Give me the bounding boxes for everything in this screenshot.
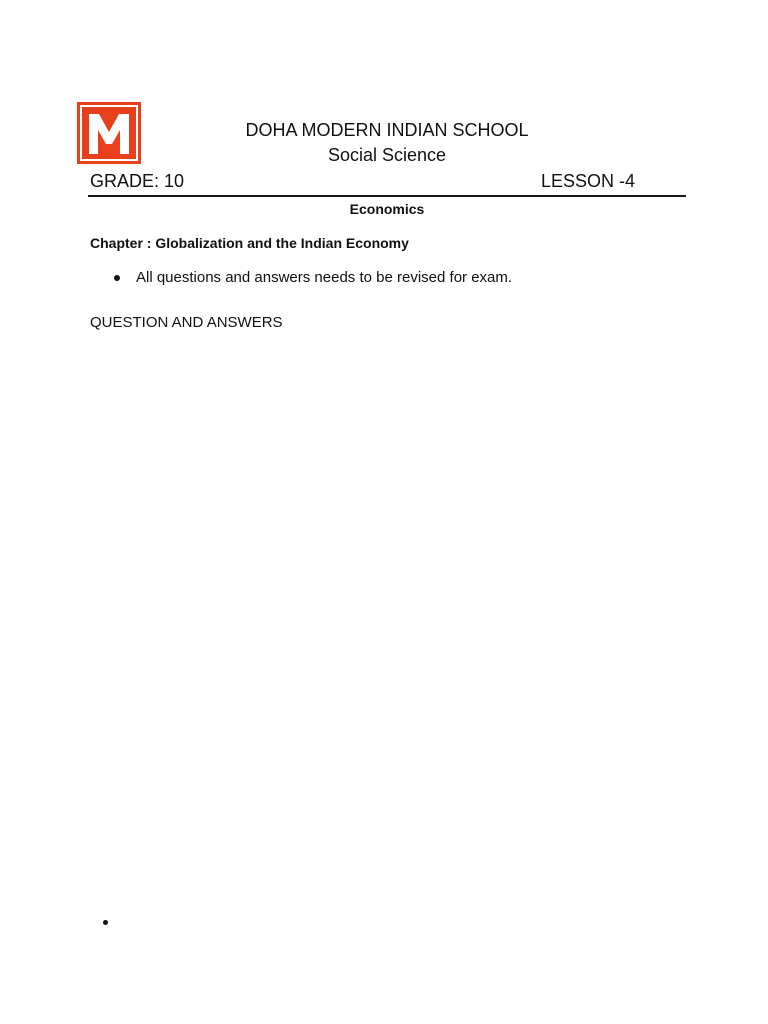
list-item xyxy=(112,268,512,288)
chapter-title: Chapter : Globalization and the Indian Economy xyxy=(90,235,409,251)
bullet-icon xyxy=(103,920,108,925)
section-heading: Economics xyxy=(349,201,425,217)
header-divider xyxy=(88,195,686,197)
school-name: DOHA MODERN INDIAN SCHOOL xyxy=(245,120,529,140)
qa-heading: QUESTION AND ANSWERS xyxy=(90,314,283,331)
instruction-text: All questions and answers needs to be revised for exam. xyxy=(136,269,513,286)
instruction-list xyxy=(112,268,512,288)
bullet-icon xyxy=(114,275,120,281)
grade-label: GRADE: 10 xyxy=(90,171,185,191)
subject-title: Social Science xyxy=(327,145,447,165)
lesson-label: LESSON -4 xyxy=(541,171,636,191)
